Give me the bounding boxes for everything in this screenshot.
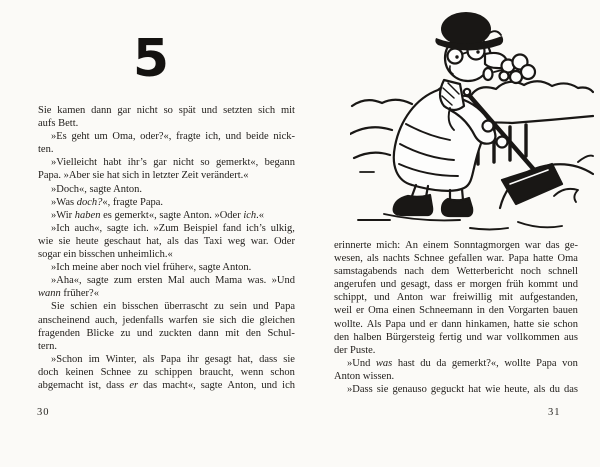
text-line: sogar ein bisschen unheimlich.«	[38, 249, 173, 261]
text-line: Papa. »Aber sie hat sich in letzter Zeit verändert.«	[38, 170, 249, 182]
text-line: »Es geht um Oma, oder?«, fragte ich, und beide nick-	[51, 131, 295, 143]
eye-left	[455, 55, 458, 58]
right-page-text	[334, 239, 578, 396]
text-line: »Aha«, sagte zum ersten Mal auch Mama was. »Und	[51, 275, 295, 287]
text-line: der Puste.	[334, 344, 376, 356]
text-line: fragenden Blicke zu und zuckten dann mit den Schul-	[38, 327, 295, 339]
text-line: angerufen und gesagt, dass er morgen früh kommt und	[334, 279, 578, 291]
open-mouth	[484, 68, 493, 80]
eye-right	[476, 50, 479, 53]
text-line: aufs Bett.	[38, 118, 79, 130]
text-line: wie sie heute geschaut hat, als das Taxi weg war. Oder	[38, 235, 295, 247]
text-line: doch keinen Schnee zu schippen braucht, wenn schon	[38, 366, 295, 378]
text-line: tern.	[38, 340, 57, 352]
text-line: »Doch«, sagte Anton.	[51, 183, 142, 195]
snow-line	[354, 153, 390, 158]
snow-mound-left	[352, 100, 412, 106]
text-line: wollte. Als Papa und er dann hinkamen, hatte sie schon	[334, 318, 578, 330]
shovel-handle-top	[464, 89, 470, 95]
snow-swirl	[554, 189, 578, 202]
text-line: »Ich auch«, sagte ich. »Zum Beispiel fand ich’s ulkig,	[51, 222, 295, 234]
left-page-text	[38, 104, 295, 392]
chapter-number: 5	[132, 29, 168, 89]
text-line: Sie kamen dann gar nicht so spät und setzten sich mit	[38, 105, 295, 116]
text-line: »Vielleicht habt ihr’s gar nicht so gemerkt«, begann	[51, 157, 295, 169]
text-line: samstagabends nach dem Wetterbericht noch schnell	[334, 266, 578, 278]
hand-lower	[497, 137, 508, 148]
glasses-left-lens	[448, 49, 463, 64]
page-number-right: 31	[548, 407, 561, 418]
text-line: wann früher?«	[38, 288, 99, 300]
boot-right	[442, 198, 472, 216]
text-line: »Dass sie genauso geguckt hat wie heute, als du das	[347, 384, 578, 396]
illustration-snow-shoveling	[350, 4, 594, 236]
text-line: »Was doch?«, fragte Papa.	[51, 196, 164, 208]
text-line: »Und was hast du da gemerkt?«, wollte Papa von	[347, 357, 578, 369]
text-line: den halben Bürgersteig fertig und war vollkommen aus	[334, 331, 578, 343]
text-line: anscheinend auch, jedenfalls warfen sie sich die gleichen	[38, 314, 295, 326]
page-number-left: 30	[37, 407, 50, 418]
text-line: weil er Oma einen Schneemann in den Vorgarten bauen	[334, 305, 578, 317]
text-line: »Schon im Winter, als Papa ihr gesagt hat, dass sie	[51, 353, 295, 365]
text-line: »Wir haben es gemerkt«, sagte Anton. »Oder ich.«	[51, 209, 265, 221]
text-line: wesen, als nachts Schnee gefallen war. Papa hatte Oma	[334, 253, 578, 265]
text-line: abgemacht ist, dass er das macht«, sagte Anton, und ich	[38, 379, 295, 391]
hand-upper	[483, 121, 494, 132]
text-line: »Ich meine aber noch viel früher«, sagte Anton.	[51, 262, 252, 274]
text-line: ten.	[38, 144, 54, 156]
text-line: erinnerte mich: An einem Sonntagmorgen war das ge-	[334, 240, 578, 251]
boot-left	[394, 195, 433, 215]
text-line: schippt, und Anton war freiwillig mit aufgestanden,	[334, 292, 578, 304]
snow-shoveler-drawing	[350, 4, 594, 236]
text-line: Anton wissen.	[334, 370, 395, 382]
snow-line	[350, 127, 392, 134]
text-line: Sie schien ein bisschen überrascht zu sein und Papa	[51, 301, 295, 313]
snow-line	[578, 156, 593, 162]
